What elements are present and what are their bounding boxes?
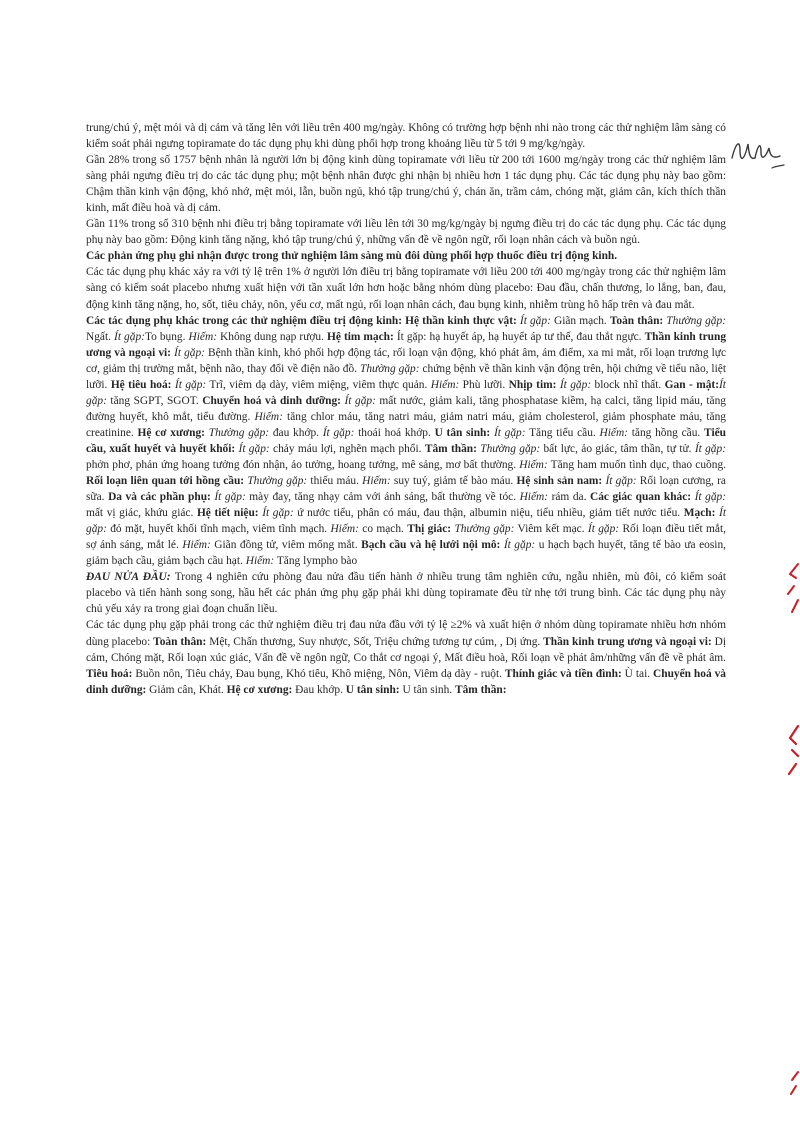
emphasis-text: Hiếm: [430, 378, 460, 391]
emphasis-text: Mạch: [683, 507, 716, 520]
body-text: Ù tai. [621, 667, 654, 680]
emphasis-text: Tâm thần: [454, 683, 507, 696]
emphasis-text: Ít gặp: [262, 507, 294, 520]
emphasis-text: Ít gặp: [174, 346, 205, 359]
emphasis-text: Bạch cầu và hệ lưới nội mô: [361, 539, 501, 552]
body-text: Ít gặp: hạ huyết áp, hạ huyết áp tư thế, đau thắt ngực. [393, 330, 645, 343]
emphasis-text: Tiêu hoá: [86, 667, 133, 680]
emphasis-text: Các phản ứng phụ ghi nhận được trong thử nghiệm lâm sàng mù đôi dùng phối hợp thuốc điều trị động kinh. [86, 250, 618, 263]
red-stamp-fragment-icon [786, 720, 800, 780]
emphasis-text: Hệ cơ xương: [137, 426, 205, 439]
emphasis-text: Ít gặp: [322, 426, 355, 439]
paragraph [86, 120, 726, 152]
body-text: Giảm cân, Khát. [146, 683, 227, 696]
emphasis-text: Hiếm: [245, 555, 275, 568]
body-text: Mệt, Chấn thương, Suy nhược, Sốt, Triệu chứng tương tự cúm, , Dị ứng. [206, 635, 544, 648]
emphasis-text: Thường gặp: [666, 314, 726, 327]
emphasis-text: Chuyển hoá và dinh dưỡng: [202, 394, 341, 407]
emphasis-text: Da và các phần phụ: [108, 491, 211, 504]
red-stamp-fragment-icon [784, 560, 800, 620]
emphasis-text: Toàn thân: [609, 314, 667, 327]
emphasis-text: Ít gặp: [86, 507, 726, 536]
paragraph [86, 264, 726, 312]
body-text: u hạch bạch huyết, tăng tế bào ưa eosin, giảm bạch cầu, giảm bạch cầu hạt. [86, 539, 726, 568]
emphasis-text: Hệ cơ xương: [226, 683, 293, 696]
emphasis-text: Hiếm: [254, 410, 283, 423]
body-text: thiếu máu. [307, 475, 363, 488]
emphasis-text: Thường gặp: [454, 523, 515, 536]
emphasis-text: Hiếm: [182, 539, 211, 552]
emphasis-text: Hệ tiêu hoá: [110, 378, 172, 391]
body-text: Các tác dụng phụ gặp phải trong các thử nghiệm điều trị đau nửa đầu với tỷ lệ ≥2% và xuất hiện ở nhóm dùng topiramate nhiều hơn nhóm dùng placebo: [86, 619, 726, 648]
body-text: chảy máu lợi, nghẽn mạch phổi. [269, 442, 425, 455]
body-text: Rối loạn điều tiết mắt, sợ ánh sáng, mắt lé. [86, 523, 726, 552]
emphasis-text: Thần kinh trung ương và ngoại vi: [86, 330, 727, 359]
body-text: Tăng ham muốn tình dục, thao cuồng. [547, 458, 726, 471]
body-text: Gần 28% trong số 1757 bệnh nhân là người lớn bị động kinh dùng topiramate với liều từ 200 tới 1600 mg/ngày trong các thử nghiệm lâm sàng phải ngưng điều trị do các tác dụng phụ; một bệnh nhân được ghi nhận bị nhiều hơn 1 tác dụng phụ. Các tác dụng phụ này bao gồm: Chậm thần kinh vận động, khó nhớ, mệt mỏi, lẫn, buồn ngủ, khó tập trung/chú ý, chán ăn, trầm cảm, chóng mặt, giảm cân, kích thích thần kinh, mất điều hoà và dị cảm. [86, 154, 726, 215]
body-text: Ngất. [86, 330, 115, 343]
body-text: Đau khớp. [292, 683, 346, 696]
emphasis-text: Hiếm: [599, 426, 628, 439]
paragraph [86, 617, 726, 697]
emphasis-text: Hiếm: [519, 491, 549, 504]
body-text: Trĩ, viêm dạ dày, viêm miệng, viêm thực quản. [206, 378, 431, 391]
body-text: Các tác dụng phụ khác xảy ra với tỷ lệ trên 1% ở người lớn điều trị bằng topiramate với liều 200 tới 400 mg/ngày trong các thử nghiệm lâm sàng có kiểm soát placebo nhưng xuất hiện với tần xuất lớn hơn hoặc bằng nhóm dùng placebo: Đau đầu, chấn thương, lo lắng, ban, đau, động kinh tăng nặng, ho, sốt, tiêu chảy, nôn, yếu cơ, mất ngủ, rối loạn nhân cách, đau bụng kinh, nhiễm trùng hô hấp trên và đau mắt. [86, 266, 726, 311]
body-text: Tăng tiểu cầu. [525, 426, 600, 439]
body-text: Trong 4 nghiên cứu phòng đau nửa đầu tiến hành ở nhiều trung tâm nghiên cứu, ngẫu nhiên, mù đôi, có kiểm soát placebo và tiến hành song song, hầu hết các phản ứng phụ gặp phải khi dùng topiramate đều từ nhẹ tới trung bình. Các tác dụng phụ này chủ yếu xảy ra trong giai đoạn chuẩn liều. [86, 571, 726, 616]
body-text: thoái hoá khớp. [354, 426, 435, 439]
emphasis-text: Thường gặp: [359, 362, 420, 375]
paragraph [86, 313, 726, 570]
emphasis-text: Các tác dụng phụ khác trong các thử nghiệm điều trị động kinh: Hệ thần kinh thực vật: [86, 314, 520, 327]
body-text: block nhĩ thất. [591, 378, 665, 391]
body-text: suy tuỷ, giảm tế bào máu. [390, 475, 517, 488]
body-text: chứng bệnh về thần kinh vận động trên, hội chứng về tiểu não, liệt lưỡi. [86, 362, 726, 391]
body-text: Dị cảm, Chóng mặt, Rối loạn xúc giác, Vấn đề về ngôn ngữ, Co thắt cơ ngoại ý, Mất điều hoà, Rối loạn về phát âm/những vấn đề về phát âm. [86, 635, 727, 664]
body-text: tăng hồng cầu. [627, 426, 705, 439]
body-text: Gần 11% trong số 310 bệnh nhi điều trị bằng topiramate với liều lên tới 30 mg/kg/ngày bị ngưng điều trị do các tác dụng phụ. Các tác dụng phụ này bao gồm: Động kinh tăng nặng, khó tập trung/chú ý, những vấn đề về ngôn ngữ, rối loạn nhân cách và buồn ngủ. [86, 218, 726, 247]
emphasis-text: Các giác quan khác: [589, 491, 692, 504]
paragraph [86, 569, 726, 617]
handwritten-signature-icon [728, 128, 788, 180]
body-text: co mạch. [358, 523, 408, 536]
emphasis-text: Tâm thần: [424, 442, 477, 455]
emphasis-text: Ít gặp: [605, 475, 637, 488]
body-text: đỏ mặt, huyết khối tĩnh mạch, viêm tĩnh mạch. [106, 523, 331, 536]
emphasis-text: Thường gặp: [208, 426, 270, 439]
body-text: Rối loạn cương, ra sữa. [86, 475, 726, 504]
body-text: Giãn mạch. [550, 314, 610, 327]
emphasis-text: Thường gặp: [247, 475, 308, 488]
emphasis-text: Nhịp tim: [508, 378, 557, 391]
emphasis-text: Ít gặp: [238, 442, 270, 455]
body-text: mất vị giác, khứu giác. [86, 507, 197, 520]
body-text: Phù lưỡi. [459, 378, 509, 391]
body-text: phởn phơ, phản ứng hoang tưởng đón nhận, ảo tưởng, hoang tưởng, mê sảng, mơ bất thường. [86, 458, 520, 471]
emphasis-text: Hệ sinh sản nam: [516, 475, 603, 488]
emphasis-text: Ít gặp: [493, 426, 526, 439]
emphasis-text: Thị giác: [407, 523, 452, 536]
emphasis-text: Hiếm: [188, 330, 217, 343]
emphasis-text: Chuyển hoá và dinh dưỡng: [86, 667, 726, 696]
red-stamp-fragment-icon [788, 1068, 800, 1098]
emphasis-text: Thần kinh trung ương và ngoại vi: [543, 635, 712, 648]
emphasis-text: U tân sinh: [434, 426, 491, 439]
emphasis-text: Hiếm: [519, 458, 548, 471]
body-text: Viêm kết mạc. [514, 523, 588, 536]
emphasis-text: Ít gặp: [559, 378, 592, 391]
emphasis-text: Hệ tiết niệu: [196, 507, 259, 520]
emphasis-text: Hiếm: [330, 523, 359, 536]
emphasis-text: Ít gặp: [86, 378, 726, 407]
body-text: trung/chú ý, mệt mỏi và dị cảm và tăng lên với liều trên 400 mg/ngày. Không có trường hợp bệnh nhi nào trong các thử nghiệm lâm sàng có kiểm soát phải ngưng topiramate do tác dụng phụ khi dùng phối hợp trong khoảng liều từ 5 tới 9 mg/kg/ngày. [86, 122, 726, 151]
emphasis-text: Ít gặp: [344, 394, 376, 407]
body-text: Giãn đồng tử, viêm mống mắt. [210, 539, 362, 552]
emphasis-text: Thính giác và tiền đình: [504, 667, 622, 680]
body-text: Không dung nạp rượu. [216, 330, 327, 343]
body-text: Buồn nôn, Tiêu chảy, Đau bụng, Khó tiêu, Khô miệng, Nôn, Viêm dạ dày - ruột. [132, 667, 505, 680]
emphasis-text: Hiếm: [362, 475, 391, 488]
emphasis-text: Thường gặp: [480, 442, 541, 455]
emphasis-text: Gan - mật: [664, 378, 720, 391]
emphasis-text: Ít gặp: [114, 330, 145, 343]
body-text: rám da. [548, 491, 590, 504]
body-text: Bệnh thần kinh, khó phối hợp động tác, rối loạn vận động, khó phát âm, ám điểm, xa mi mắt, rối loạn trương lực cơ, giảm thị trường mắt, bệnh não, thay đổi về điện não đồ. [86, 346, 726, 375]
paragraph [86, 248, 726, 264]
emphasis-text: Ít gặp: [587, 523, 620, 536]
body-text: bất lực, ảo giác, tâm thần, tự tử. [540, 442, 695, 455]
body-text: U tân sinh. [399, 683, 455, 696]
body-text: To bụng. [144, 330, 189, 343]
paragraph [86, 152, 726, 216]
emphasis-text: Ít gặp: [214, 491, 246, 504]
emphasis-text: Rối loạn liên quan tới hồng cầu: [86, 475, 245, 488]
emphasis-text: Ít gặp: [694, 442, 726, 455]
emphasis-text: Tiểu cầu, xuất huyết và huyết khối: [86, 426, 726, 455]
body-text: mày đay, tăng nhạy cảm với ánh sáng, bất thường về tóc. [245, 491, 520, 504]
body-text: đau khớp. [269, 426, 323, 439]
emphasis-text: Ít gặp: [503, 539, 536, 552]
emphasis-text: Hệ tim mạch: [326, 330, 394, 343]
emphasis-text: ĐAU NỬA ĐẦU: [86, 571, 171, 584]
document-body [86, 120, 726, 698]
body-text: tăng SGPT, SGOT. [106, 394, 203, 407]
body-text: mất nước, giảm kali, tăng phosphatase kiềm, hạ calci, tăng lipid máu, tăng đường huyết, khô mắt, tiểu đường. [86, 394, 726, 423]
emphasis-text: Ít gặp: [174, 378, 207, 391]
emphasis-text: Ít gặp: [519, 314, 551, 327]
body-text: Tăng lympho bào [274, 555, 358, 568]
body-text: tăng chlor máu, tăng natri máu, giảm natri máu, giảm cholesterol, giảm phosphate máu, tăng creatinine. [86, 410, 726, 439]
emphasis-text: U tân sinh: [345, 683, 400, 696]
body-text: ứ nước tiểu, phân có máu, đau thận, albumin niệu, tiểu nhiều, giảm tiết nước tiểu. [293, 507, 684, 520]
paragraph [86, 216, 726, 248]
emphasis-text: Toàn thân: [153, 635, 207, 648]
emphasis-text: Ít gặp: [694, 491, 727, 504]
